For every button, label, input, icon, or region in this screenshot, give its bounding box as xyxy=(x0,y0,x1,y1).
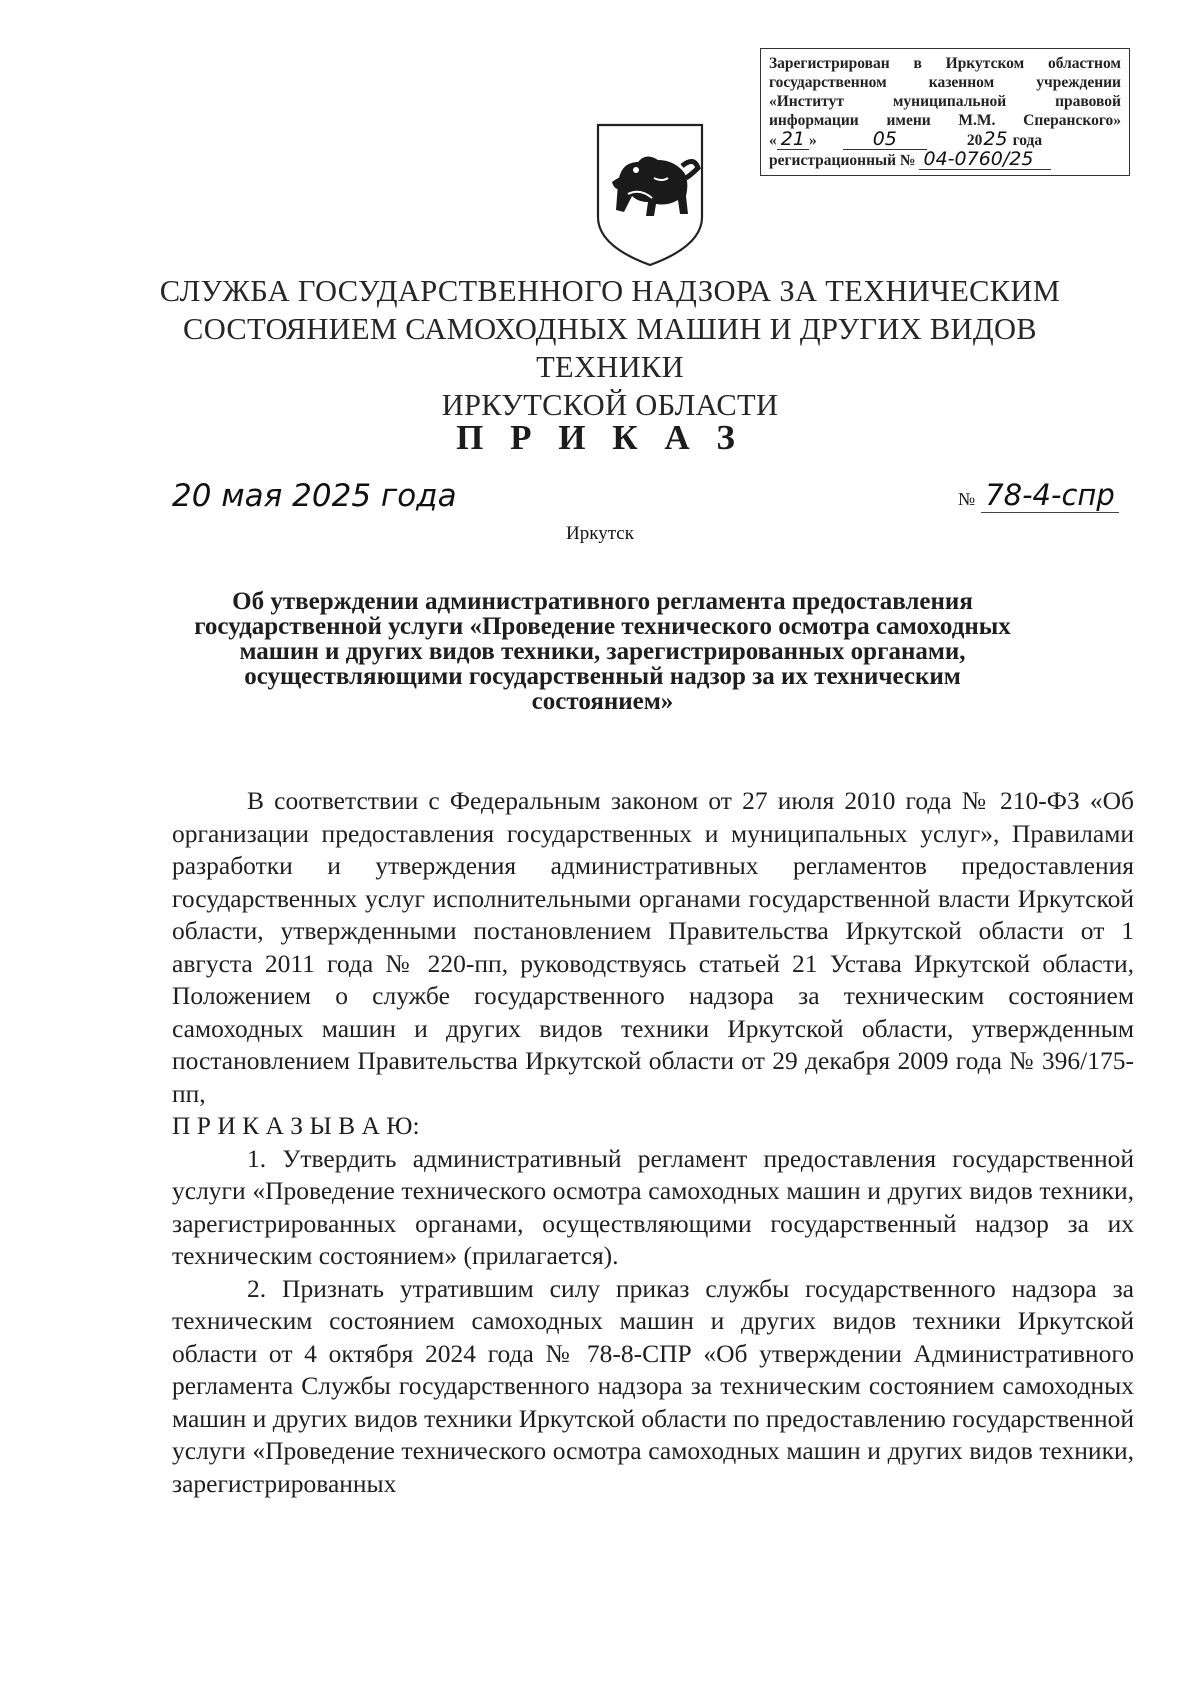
stamp-year-word: года xyxy=(1012,132,1043,149)
registration-stamp xyxy=(760,48,1130,176)
subject-line: машин и других видов техники, зарегистрированных органами, xyxy=(239,638,966,665)
city: Иркутск xyxy=(566,523,634,544)
stamp-day: 21 xyxy=(777,130,809,150)
stamp-year-prefix: 20 xyxy=(966,132,983,149)
stamp-quote-open: « xyxy=(769,132,777,149)
document-subject xyxy=(185,589,1020,714)
agency-name-line: СЛУЖБА ГОСУДАРСТВЕННОГО НАДЗОРА ЗА ТЕХНИЧЕСКИМ xyxy=(159,274,1061,308)
document-body xyxy=(172,785,1134,1500)
agency-name-line: СОСТОЯНИЕМ САМОХОДНЫХ МАШИН И ДРУГИХ ВИДОВ ТЕХНИКИ xyxy=(183,312,1037,384)
subject-line: государственной услуги «Проведение технического осмотра самоходных xyxy=(194,613,1011,640)
coat-of-arms-icon xyxy=(594,122,706,268)
stamp-line: государственном казенном учреждении xyxy=(769,74,1121,91)
number-value: 78-4-спр xyxy=(981,478,1119,513)
stamp-reg-label: регистрационный № xyxy=(769,152,916,169)
order-item-1: 1. Утвердить административный регламент предоставления государственной услуги «Проведение технического осмотра самоходных машин и других видов техники, зарегистрированных органами, осуществляющими государственный надзор за их техническим состоянием» (прилагается). xyxy=(172,1143,1134,1270)
document-type: П Р И К А З xyxy=(456,418,744,457)
subject-line: осуществляющими государственный надзор за их техническим xyxy=(244,663,961,690)
stamp-line: «Институт муниципальной правовой xyxy=(769,93,1121,110)
stamp-date-row xyxy=(769,130,1121,150)
stamp-reg-row xyxy=(769,150,1121,170)
stamp-month: 05 xyxy=(843,130,927,150)
order-word: П Р И К А З Ы В А Ю: xyxy=(172,1111,420,1140)
stamp-line: Зарегистрирован в Иркутском областном xyxy=(769,55,1121,72)
subject-line: состоянием» xyxy=(531,688,674,715)
preamble-paragraph: В соответствии с Федеральным законом от 27 июля 2010 года № 210-ФЗ «Об организации предоставления государственных и муниципальных услуг», Правилами разработки и утверждения административных регламентов предоставления государственных услуг исполнительными органами государственной власти Иркутской области, утвержденными постановлением Правительства Иркутской области от 1 августа 2011 года № 220-пп, руководствуясь статьей 21 Устава Иркутской области, Положением о службе государственного надзора за техническим состоянием самоходных машин и других видов техники Иркутской области, утвержденным постановлением Правительства Иркутской области от 29 декабря 2009 года № 396/175-пп, xyxy=(172,786,1134,1108)
order-item-2: 2. Признать утратившим силу приказ службы государственного надзора за техническим состоянием самоходных машин и других видов техники Иркутской области от 4 октября 2024 года № 78-8-СПР «Об утверждении Административного регламента Службы государственного надзора за техническим состоянием самоходных машин и других видов техники Иркутской области по предоставлению государственной услуги «Проведение технического осмотра самоходных машин и других видов техники, зарегистрированных xyxy=(172,1273,1134,1498)
number-label: № xyxy=(958,489,976,509)
stamp-year-suffix: 25 xyxy=(983,128,1008,150)
stamp-line: информации имени М.М. Сперанского» xyxy=(769,112,1121,129)
stamp-reg-number: 04-0760/25 xyxy=(919,150,1051,170)
agency-name-line: ИРКУТСКОЙ ОБЛАСТИ xyxy=(441,388,779,422)
agency-name xyxy=(120,272,1100,424)
document-number xyxy=(958,478,1119,513)
subject-line: Об утверждении административного регламента предоставления xyxy=(232,588,973,615)
stamp-quote-close: » xyxy=(808,132,817,149)
document-date: 20 мая 2025 года xyxy=(172,478,457,514)
